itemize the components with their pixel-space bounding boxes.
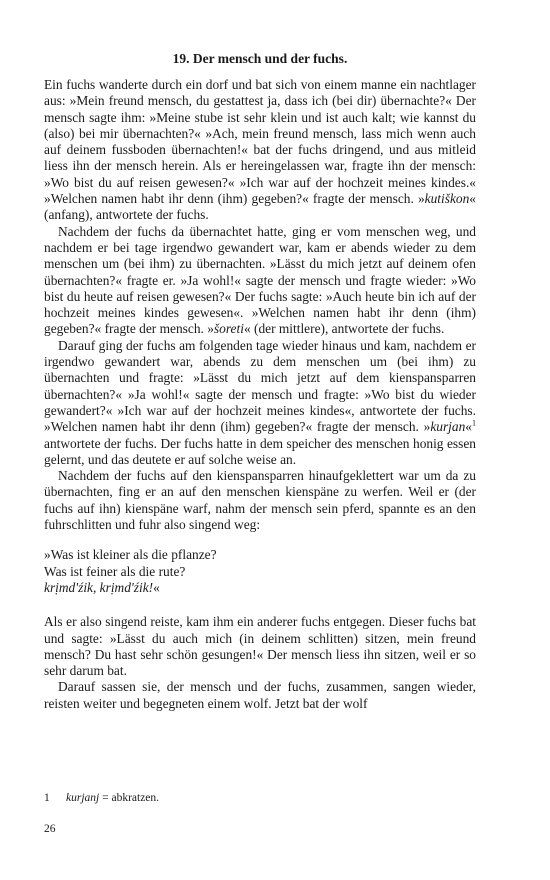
verse-line-3-italic: krịmd'źik, krịmd'źik! (44, 579, 154, 595)
paragraph-4: Nachdem der fuchs auf den kienspansparren hinaufgeklettert war um da zu übernachten, fing er an auf den menschen kienspäne zu werfen. Weil er (der fuchs auf ihn) kienspäne warf, nahm der mensch sein pferd, spannte es an den fuhrschlitten und fuhr also singend weg: (44, 468, 476, 533)
paragraph-2-text: Nachdem der fuchs da übernachtet hatte, ging er vom menschen weg, und nachdem er bei tage irgendwo gewandert war, kam er abends wieder zu dem menschen um (bei ihm) zu übernachten. »Lässt du mich jetzt auf deinem ofen übernachten?« fragte er. »Ja wohl!« sagte der mensch und fragte wieder: »Wo bist du heute auf reisen gewesen?« Der fuchs sagte: »Auch heute bin ich auf der hochzeit meines kindes gewesen«. »Welchen namen habt ihr denn (ihm) gegeben?« fragte der mensch. » (44, 223, 476, 337)
name-kurjan: kurjan (430, 419, 466, 435)
paragraph-2-end: « (der mittlere), antwortete der fuchs. (243, 321, 445, 337)
footnote-ref[interactable]: 1 (472, 418, 476, 428)
paragraph-5: Als er also singend reiste, kam ihm ein anderer fuchs entgegen. Dieser fuchs bat und sagte: »Lässt du auch mich (in deinem schlitten) sitzen, mein freund mensch? Du hast sehr schön gesungen!« Der mensch liess ihn sitzen, weil er so sehr darum bat. (44, 614, 476, 679)
paragraph-1-text: Ein fuchs wanderte durch ein dorf und bat sich von einem manne ein nachtlager aus: »Mein freund mensch, du gestattest ja, dass ich (bei dir) übernachte?« Der mensch sagte ihm: »Meine stube ist sehr klein und ist auch kalt; wie kannst du (also) bei mir übernachten?« »Ach, mein freund mensch, lass mich wenn auch auf deinem fussboden übernachten!« bat der fuchs dringend, und aus mitleid liess ihn der mensch herein. Als er hereingelassen war, fragte ihn der mensch: »Wo bist du auf reisen gewesen?« »Ich war auf der hochzeit meines kindes.« »Welchen namen habt ihr denn (ihm) gegeben?« fragte der mensch. » (44, 77, 476, 207)
chapter-title: 19. Der mensch und der fuchs. (172, 51, 348, 66)
verse-line-3-end: « (153, 579, 160, 595)
paragraph-3 (44, 338, 476, 468)
page-number: 26 (44, 823, 56, 835)
page-body (44, 50, 476, 712)
verse-line-2: Was ist feiner als die rute? (44, 563, 186, 579)
paragraph-1 (44, 77, 476, 224)
paragraph-3-end: antwortete der fuchs. Der fuchs hatte in dem speicher des menschen honig essen gelernt, und das deutete er auf solche weise an. (44, 435, 476, 467)
footnote-term: kurjanj (66, 792, 100, 804)
paragraph-2 (44, 224, 476, 338)
paragraph-1-end: « (anfang), antwortete der fuchs. (44, 191, 476, 223)
verse-line-3 (44, 580, 476, 596)
song-verse (44, 547, 476, 596)
name-soreti: šoreti (213, 321, 244, 337)
footnote-number: 1 (44, 792, 50, 804)
footnote-definition: = abkratzen. (99, 792, 160, 804)
name-kutiskon: kutiškon (424, 191, 470, 207)
footnote (44, 791, 159, 805)
paragraph-3-text: Darauf ging der fuchs am folgenden tage wieder hinaus und kam, nachdem er irgendwo gewandert war, abends zu dem menschen um (bei ihm) zu übernachten und fragte: »Lässt du mich jetzt auf dem kienspansparren übernachten?« »Ja wohl!« sagte der mensch und fragte: »Wo bist du wieder gewandert?« »Ich war auf der hochzeit meines kindes«, antwortete der fuchs. »Welchen namen habt ihr denn (ihm) gegeben?« fragte der mensch. » (44, 337, 476, 435)
verse-line-1: »Was ist kleiner als die pflanze? (44, 547, 217, 563)
paragraph-3-quote: « (465, 419, 472, 435)
paragraph-6: Darauf sassen sie, der mensch und der fuchs, zusammen, sangen wieder, reisten weiter und begegneten einem wolf. Jetzt bat der wolf (44, 679, 476, 711)
